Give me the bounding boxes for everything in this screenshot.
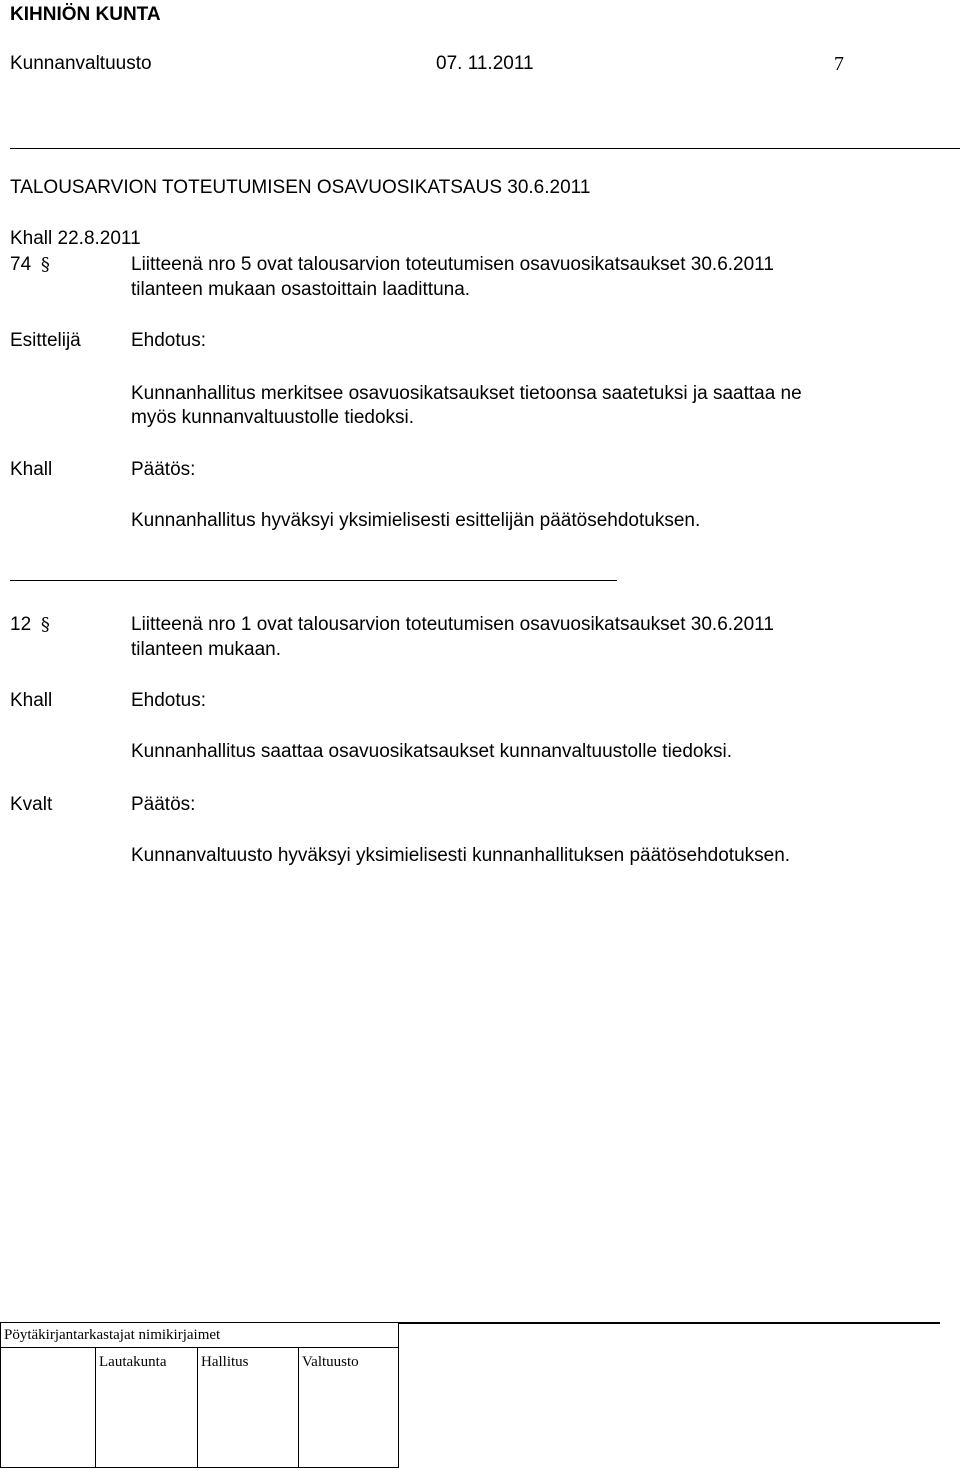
section-number-value: 74 [10,254,32,275]
header-divider [10,148,960,149]
section-intro-line1: Liitteenä nro 5 ovat talousarvion toteutumisen osavuosikatsaukset 30.6.2011 [131,254,774,275]
presenter-label: Esittelijä [10,330,81,351]
decision-text: Kunnanhallitus hyväksyi yksimielisesti esittelijän päätösehdotuksen. [131,510,701,531]
col-lautakunta: Lautakunta [99,1354,167,1370]
section-sign-icon: § [40,254,50,275]
section2-number-value: 12 [10,614,32,635]
proposal-label: Ehdotus: [131,330,206,351]
document-body: Kunnanvaltuusto [10,53,152,74]
signature-table [0,1322,940,1468]
decider-label: Khall [10,459,53,480]
section2-decider-label: Kvalt [10,794,53,815]
table-top-border-right [398,1322,940,1324]
table-right-border [398,1322,399,1468]
table-col-separator-2 [197,1347,198,1468]
table-left-border [0,1322,1,1468]
table-col-separator-1 [95,1347,96,1468]
section-number [10,254,54,276]
section2-intro-line2: tilanteen mukaan. [131,639,281,660]
section2-proposer-label: Khall [10,690,53,711]
table-bottom-border [0,1467,398,1468]
section2-sign-icon: § [40,614,50,635]
section2-proposal-label: Ehdotus: [131,690,206,711]
signatures-title: Pöytäkirjantarkastajat nimikirjaimet [4,1327,221,1343]
page-number: 7 [834,53,844,75]
table-top-border [0,1322,398,1323]
municipality-name: KIHNIÖN KUNTA [10,4,161,25]
section-separator [10,580,617,581]
section2-decision-text: Kunnanvaltuusto hyväksyi yksimielisesti kunnanhallituksen päätösehdotuksen. [131,845,791,866]
section2-number [10,614,54,636]
proposal-line2: myös kunnanvaltuustolle tiedoksi. [131,407,415,428]
section-intro-line2: tilanteen mukaan osastoittain laadittuna. [131,279,471,300]
col-hallitus: Hallitus [201,1354,249,1370]
col-valtuusto: Valtuusto [302,1354,359,1370]
section2-proposal-text: Kunnanhallitus saattaa osavuosikatsaukset kunnanvaltuustolle tiedoksi. [131,741,732,762]
table-row-separator [0,1347,398,1348]
meeting-reference: Khall 22.8.2011 [10,228,141,249]
decision-label: Päätös: [131,459,196,480]
section2-intro-line1: Liitteenä nro 1 ovat talousarvion toteutumisen osavuosikatsaukset 30.6.2011 [131,614,774,635]
section2-decision-label: Päätös: [131,794,196,815]
proposal-line1: Kunnanhallitus merkitsee osavuosikatsaukset tietoonsa saatetuksi ja saattaa ne [131,383,802,404]
page-title: TALOUSARVION TOTEUTUMISEN OSAVUOSIKATSAUS 30.6.2011 [10,177,591,198]
table-col-separator-3 [298,1347,299,1468]
document-date: 07. 11.2011 [436,53,534,74]
